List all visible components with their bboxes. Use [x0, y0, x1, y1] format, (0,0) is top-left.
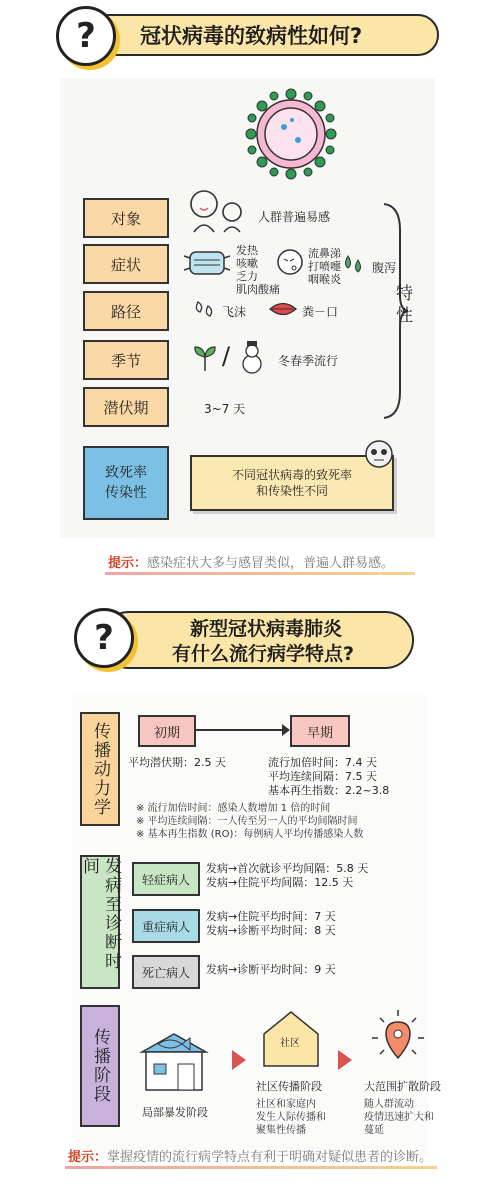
section2-tip-text: 掌握疫情的流行病学特点有利于明确对疑似患者的诊断。 — [107, 1150, 433, 1165]
mouth-icon — [268, 300, 298, 318]
symptoms-text-c: 腹泻 — [372, 261, 397, 275]
dynamics-note-1: ※ 流行加倍时间：感染人数增加 1 倍的时间 — [136, 803, 331, 814]
phase-2-title: 社区传播阶段 — [256, 1080, 322, 1093]
incubation-text: 3~7 天 — [204, 402, 246, 416]
people-icon — [186, 188, 250, 234]
dynamics-metric-2: 平均连续间隔：7.5 天 — [268, 770, 377, 783]
symptoms-text-b: 流鼻涕 打喷嚏 咽喉炎 — [308, 247, 341, 286]
case-death: 死亡病人 — [132, 955, 200, 989]
phase-1-title: 局部暴发阶段 — [142, 1106, 208, 1119]
traits-label: 特 性 — [396, 284, 413, 326]
case-mild: 轻症病人 — [132, 862, 200, 896]
phase-arrow-2 — [338, 1050, 352, 1070]
label-symptoms: 症状 — [83, 244, 169, 284]
mask-icon — [182, 248, 232, 278]
community-sign: 社区 — [280, 1038, 300, 1049]
label-phases: 传播阶段 — [80, 1005, 120, 1127]
stage-arrow-head — [282, 724, 290, 736]
dynamics-note-3: ※ 基本再生指数 (RO)：每例病人平均传播感染人数 — [136, 829, 364, 840]
label-diagnosis: 发病至诊断时间 — [80, 855, 120, 989]
label-dynamics: 传播动力学 — [80, 712, 120, 826]
section1-title: 冠状病毒的致病性如何? — [140, 24, 363, 48]
spread-pin-icon — [370, 1008, 426, 1068]
phase-3-desc: 随人群流动 疫情迅速扩大和 蔓延 — [364, 1099, 434, 1136]
section1-tip-prefix: 提示： — [108, 556, 148, 571]
dynamics-metric-3: 基本再生指数：2.2~3.8 — [268, 784, 390, 797]
fish-market-icon — [138, 1030, 210, 1092]
sprout-icon — [192, 343, 218, 373]
incubation-avg: 平均潜伏期：2.5 天 — [128, 756, 226, 769]
phase-2-desc: 社区和家庭内 发生人际传播和 聚集性传播 — [256, 1099, 326, 1136]
dynamics-note-2: ※ 平均连续间隔：一人传至另一人的平均间隔时间 — [136, 816, 358, 827]
sneeze-face-icon — [276, 246, 306, 278]
label-fatality: 致死率 传染性 — [83, 446, 169, 520]
case-severe: 重症病人 — [132, 909, 200, 943]
section2-title-line1: 新型冠状病毒肺炎 — [190, 618, 343, 640]
question-mark-icon-2 — [74, 608, 134, 668]
case-mild-line-2: 发病→住院平均间隔：12.5 天 — [206, 876, 354, 889]
droplets-icon — [342, 254, 366, 276]
label-target: 对象 — [83, 198, 169, 238]
case-severe-line-2: 发病→诊断平均时间：8 天 — [206, 924, 336, 937]
season-text: 冬春季流行 — [278, 354, 339, 368]
coronavirus-icon — [232, 82, 350, 186]
section2-tip — [68, 1146, 432, 1165]
case-death-line-1: 发病→诊断平均时间：9 天 — [206, 963, 336, 976]
snowman-icon — [240, 340, 264, 374]
label-season: 季节 — [83, 340, 169, 380]
section2-tip-prefix: 提示： — [68, 1150, 108, 1165]
stage-late: 早期 — [290, 715, 350, 747]
symptoms-text-a: 发热 咳嗽 乏力 肌肉酸痛 — [236, 244, 280, 296]
section1-tip — [108, 552, 394, 571]
target-text: 人群普遍易感 — [258, 210, 331, 224]
case-mild-line-1: 发病→首次就诊平均间隔：5.8 天 — [206, 862, 369, 875]
question-mark-glyph: ? — [76, 16, 96, 56]
section1-tip-text: 感染症状大多与感冒类似，普遍人群易感。 — [147, 556, 395, 571]
label-incubation: 潜伏期 — [83, 387, 169, 427]
route-text-a: 飞沫 — [222, 305, 247, 319]
fatality-text: 不同冠状病毒的致死率 和传染性不同 — [231, 468, 352, 498]
route-text-b: 粪－口 — [302, 305, 339, 319]
stage-arrow-line — [194, 729, 286, 731]
question-mark-glyph-2: ? — [94, 618, 114, 658]
section2-title-line2: 有什么流行病学特点? — [172, 643, 355, 665]
label-route: 路径 — [83, 291, 169, 331]
season-slash: / — [222, 342, 231, 370]
section1-tip-underline — [105, 572, 415, 575]
stage-early: 初期 — [138, 715, 196, 747]
question-mark-icon — [56, 6, 116, 66]
phase-arrow-1 — [232, 1050, 246, 1070]
phase-3-title: 大范围扩散阶段 — [364, 1080, 441, 1093]
skull-icon — [364, 440, 394, 468]
dynamics-metric-1: 流行加倍时间：7.4 天 — [268, 756, 377, 769]
droplet-icon — [194, 298, 216, 320]
case-severe-line-1: 发病→住院平均时间：7 天 — [206, 910, 336, 923]
section2-tip-underline — [65, 1166, 437, 1169]
